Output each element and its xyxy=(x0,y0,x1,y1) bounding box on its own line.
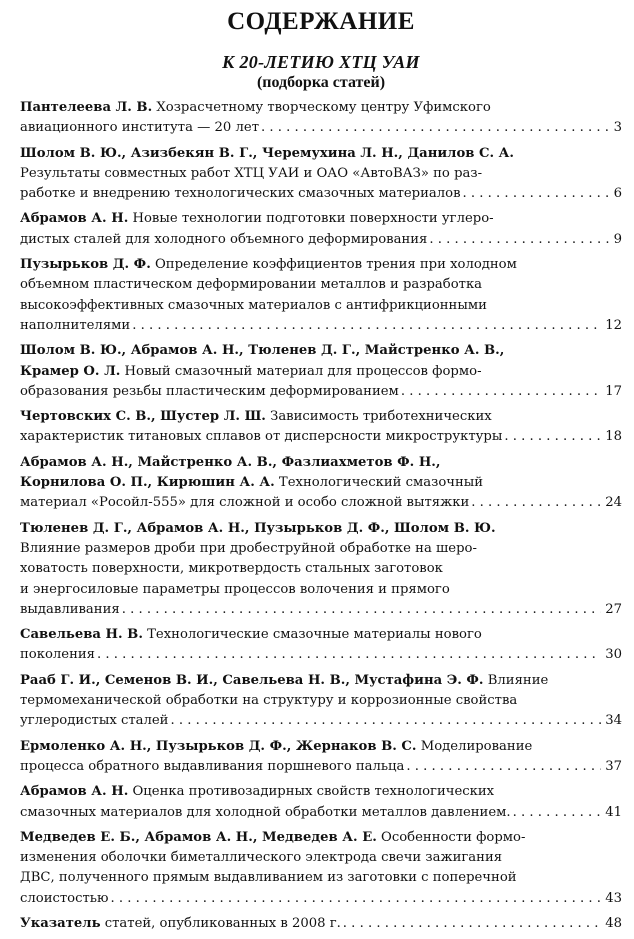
toc-entry[interactable] xyxy=(20,144,622,205)
toc-entry-line xyxy=(20,539,622,559)
toc-entry-line xyxy=(20,407,622,427)
leader-dots xyxy=(108,889,601,909)
toc-entry-title-text: Оценка противозадирных свойств технологических xyxy=(128,784,495,800)
section-title: К 20-ЛЕТИЮ ХТЦ УАИ xyxy=(222,52,420,72)
toc-entry-title-text: Новые технологии подготовки поверхности углеро- xyxy=(128,211,494,227)
toc-entry-page-number: 41 xyxy=(605,804,622,820)
toc-entry[interactable] xyxy=(20,98,622,139)
toc-entry-title-text: дистых сталей для холодного объемного деформирования xyxy=(20,231,428,247)
toc-entry-last-line xyxy=(20,184,622,204)
toc-entry-line xyxy=(20,164,622,184)
leader-dots xyxy=(427,230,609,250)
toc-entry-title-text: процесса обратного выдавливания поршневого пальца xyxy=(20,758,405,774)
toc-entry-title-text: Влияние размеров дроби при дробеструйной обработке на шеро- xyxy=(20,540,477,556)
toc-entry-authors: Чертовских С. В., Шустер Л. Ш. xyxy=(20,409,266,425)
toc-entry-last-line xyxy=(20,914,622,934)
toc-entry-page-number: 34 xyxy=(605,713,622,729)
toc-entry-line xyxy=(20,453,622,473)
toc-entry[interactable] xyxy=(20,255,622,336)
leader-dots xyxy=(95,645,601,665)
toc-entry[interactable] xyxy=(20,341,622,402)
leader-dots xyxy=(511,803,602,823)
toc-entry-line xyxy=(20,559,622,579)
toc-entry-last-line xyxy=(20,711,622,731)
toc-entry-title-text: и энергосиловые параметры процессов волочения и прямого xyxy=(20,581,450,597)
leader-dots xyxy=(168,711,601,731)
toc-entry-authors: Корнилова О. П., Кирюшин А. А. xyxy=(20,475,275,491)
toc-entry[interactable] xyxy=(20,782,622,823)
toc-entry-page-number: 6 xyxy=(613,186,622,202)
toc-entry-last-line xyxy=(20,230,622,250)
toc-entry-title-text: характеристик титановых сплавов от дисперсности микроструктуры xyxy=(20,429,503,445)
toc-entry-last-line xyxy=(20,427,622,447)
leader-dots xyxy=(404,757,601,777)
toc-entry-page-number: 48 xyxy=(605,915,622,931)
toc-entry-line xyxy=(20,255,622,275)
toc-list xyxy=(20,98,622,934)
toc-entry-title-text: изменения оболочки биметаллического электрода свечи зажигания xyxy=(20,850,503,866)
toc-entry-page-number: 17 xyxy=(605,383,622,399)
toc-entry-title-text: Технологический смазочный xyxy=(274,475,484,491)
toc-entry-line xyxy=(20,828,622,848)
toc-entry-line xyxy=(20,519,622,539)
toc-entry-title-text: объемном пластическом деформировании металлов и разработка xyxy=(20,277,483,293)
leader-dots xyxy=(130,316,601,336)
toc-entry-line xyxy=(20,296,622,316)
toc-entry-line xyxy=(20,362,622,382)
toc-entry-last-line xyxy=(20,645,622,665)
toc-entry-line xyxy=(20,671,622,691)
leader-dots xyxy=(120,600,602,620)
toc-entry[interactable] xyxy=(20,519,622,620)
toc-entry-page-number: 43 xyxy=(605,890,622,906)
toc-entry-line xyxy=(20,691,622,711)
toc-entry[interactable] xyxy=(20,407,622,448)
toc-entry[interactable] xyxy=(20,737,622,778)
toc-entry-title-text: термомеханической обработки на структуру и коррозионные свойства xyxy=(20,693,518,709)
toc-entry-title-text: углеродистых сталей xyxy=(20,713,169,729)
toc-entry-authors: Савельева Н. В. xyxy=(20,627,143,643)
toc-entry-last-line xyxy=(20,118,622,138)
toc-entry-authors: Шолом В. Ю., Абрамов А. Н., Тюленев Д. Г., Майстренко А. В., xyxy=(20,343,505,359)
toc-entry-authors: Пузырьков Д. Ф. xyxy=(20,257,151,273)
toc-entry[interactable] xyxy=(20,625,622,666)
toc-entry-title-text: Новый смазочный материал для процессов формо- xyxy=(120,363,482,379)
toc-entry[interactable] xyxy=(20,671,622,732)
leader-dots xyxy=(461,184,610,204)
page-title: СОДЕРЖАНИЕ xyxy=(227,8,415,35)
toc-entry-title-text: Технологические смазочные материалы нового xyxy=(142,627,482,643)
contents-page xyxy=(20,6,622,939)
toc-entry-title-text: работке и внедрению технологических смазочных материалов xyxy=(20,186,461,202)
toc-entry-title-text: ДВС, полученного прямым выдавливанием из заготовки с поперечной xyxy=(20,870,517,886)
toc-entry-title-text: Определение коэффициентов трения при холодном xyxy=(150,257,517,273)
leader-dots xyxy=(259,118,610,138)
toc-entry-title-text: высокоэффективных смазочных материалов с антифрикционными xyxy=(20,297,487,313)
toc-entry-line xyxy=(20,341,622,361)
toc-entry-last-line xyxy=(20,889,622,909)
toc-entry[interactable] xyxy=(20,209,622,250)
toc-entry-page-number: 9 xyxy=(613,231,622,247)
toc-entry-authors: Абрамов А. Н. xyxy=(20,784,129,800)
toc-entry[interactable] xyxy=(20,828,622,909)
toc-entry-page-number: 30 xyxy=(605,647,622,663)
toc-entry-line xyxy=(20,848,622,868)
toc-entry-page-number: 3 xyxy=(613,120,622,136)
toc-entry-line xyxy=(20,868,622,888)
toc-entry-title-text: Моделирование xyxy=(416,738,533,754)
toc-entry-title-text: смазочных материалов для холодной обработки металлов давлением. xyxy=(20,804,511,820)
toc-entry-authors: Шолом В. Ю., Азизбекян В. Г., Черемухина Л. Н., Данилов С. А. xyxy=(20,145,515,161)
toc-entry[interactable] xyxy=(20,914,622,934)
toc-entry-last-line xyxy=(20,600,622,620)
toc-entry-title-text: Хозрасчетному творческому центру Уфимского xyxy=(152,100,491,115)
toc-entry-line xyxy=(20,782,622,802)
toc-entry-authors: Ермоленко А. Н., Пузырьков Д. Ф., Жернаков В. С. xyxy=(20,738,417,754)
toc-entry-authors: Указатель xyxy=(20,915,101,931)
toc-entry-title-text: образования резьбы пластическим деформированием xyxy=(20,383,399,399)
section-header xyxy=(20,52,622,92)
toc-entry-authors: Пантелеева Л. В. xyxy=(20,100,153,115)
toc-entry-last-line xyxy=(20,803,622,823)
toc-entry-authors: Медведев Е. Б., Абрамов А. Н., Медведев А. Е. xyxy=(20,829,377,845)
toc-entry-title-text: наполнителями xyxy=(20,317,131,333)
toc-entry-title-text: статей, опубликованных в 2008 г. xyxy=(100,915,341,931)
toc-entry-last-line xyxy=(20,382,622,402)
leader-dots xyxy=(469,493,601,513)
toc-entry-page-number: 37 xyxy=(605,758,622,774)
toc-entry-line xyxy=(20,209,622,229)
toc-entry-title-text: авиационного института — 20 лет xyxy=(20,120,259,136)
leader-dots xyxy=(341,914,601,934)
toc-entry-page-number: 18 xyxy=(605,429,622,445)
toc-entry-line xyxy=(20,625,622,645)
toc-entry-title-text: Зависимость триботехнических xyxy=(265,409,492,425)
toc-entry-title-text: Особенности формо- xyxy=(376,829,526,845)
leader-dots xyxy=(502,427,601,447)
leader-dots xyxy=(399,382,601,402)
toc-entry-page-number: 27 xyxy=(605,601,622,617)
toc-entry-line xyxy=(20,737,622,757)
toc-entry-title-text: Результаты совместных работ ХТЦ УАИ и ОАО «АвтоВАЗ» по раз- xyxy=(20,165,483,181)
toc-entry-title-text: материал «Росойл-555» для сложной и особо сложной вытяжки xyxy=(20,495,470,511)
toc-entry-last-line xyxy=(20,757,622,777)
toc-entry-line xyxy=(20,98,622,118)
toc-entry-last-line xyxy=(20,316,622,336)
toc-entry[interactable] xyxy=(20,453,622,514)
toc-entry-page-number: 24 xyxy=(605,495,622,511)
toc-entry-authors: Рааб Г. И., Семенов В. И., Савельева Н. В., Мустафина Э. Ф. xyxy=(20,672,484,688)
toc-entry-authors: Крамер О. Л. xyxy=(20,363,121,379)
toc-entry-authors: Тюленев Д. Г., Абрамов А. Н., Пузырьков Д. Ф., Шолом В. Ю. xyxy=(20,520,496,536)
toc-entry-title-text: слоистостью xyxy=(20,890,109,906)
toc-entry-page-number: 12 xyxy=(605,317,622,333)
toc-entry-last-line xyxy=(20,493,622,513)
toc-entry-line xyxy=(20,580,622,600)
toc-entry-title-text: Влияние xyxy=(483,672,549,688)
toc-entry-line xyxy=(20,473,622,493)
section-subtitle: (подборка статей) xyxy=(256,74,386,91)
toc-entry-authors: Абрамов А. Н., Майстренко А. В., Фазлиахметов Ф. Н., xyxy=(20,454,441,470)
toc-entry-title-text: поколения xyxy=(20,647,95,663)
toc-entry-line xyxy=(20,275,622,295)
toc-entry-line xyxy=(20,144,622,164)
toc-entry-title-text: ховатость поверхности, микротвердость стальных заготовок xyxy=(20,561,443,577)
toc-entry-authors: Абрамов А. Н. xyxy=(20,211,129,227)
toc-entry-title-text: выдавливания xyxy=(20,601,120,617)
